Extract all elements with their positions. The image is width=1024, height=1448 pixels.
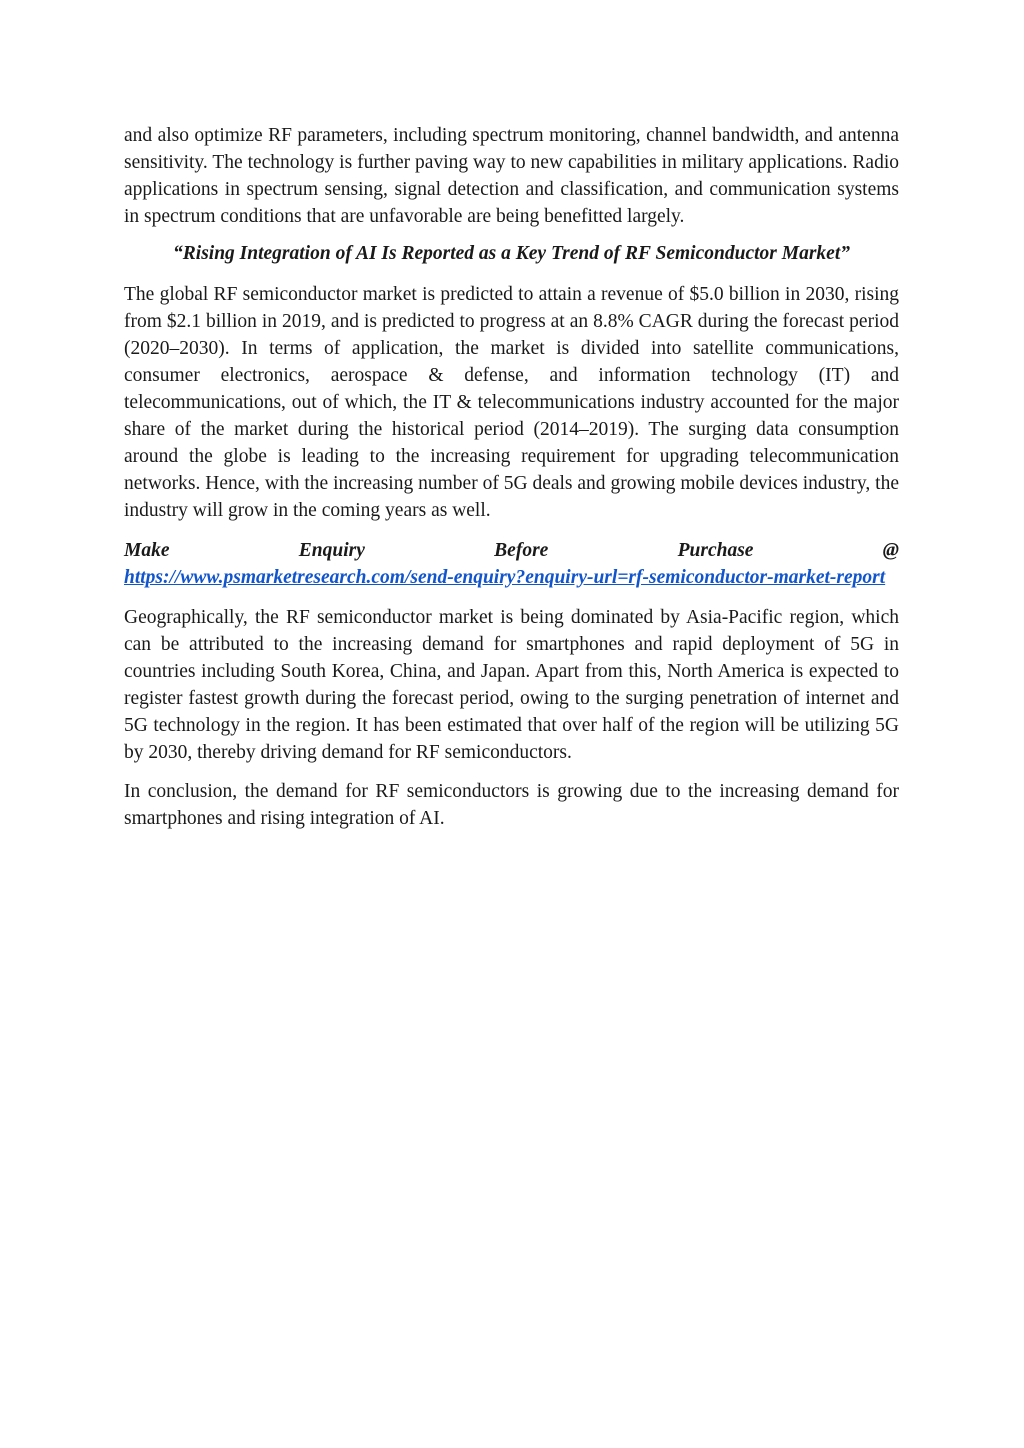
- paragraph-conclusion: In conclusion, the demand for RF semiconductors is growing due to the increasing demand for smartphones and rising integration of AI.: [124, 781, 899, 829]
- enquiry-link-line: [124, 564, 899, 591]
- enquiry-word-before: Before: [494, 540, 549, 561]
- enquiry-word-enquiry: Enquiry: [298, 540, 365, 561]
- paragraph-market-overview: The global RF semiconductor market is predicted to attain a revenue of $5.0 billion in 2030, rising from $2.1 billion in 2019, and is predicted to progress at an 8.8% CAGR during the forecast period (2020–2030). In terms of application, the market is divided into satellite communications, consumer electronics, aerospace & defense, and information technology (IT) and telecommunications, out of which, the IT & telecommunications industry accounted for the major share of the market during the historical period (2014–2019). The surging data consumption around the globe is leading to the increasing requirement for upgrading telecommunication networks. Hence, with the increasing number of 5G deals and growing mobile devices industry, the industry will grow in the coming years as well.: [124, 284, 899, 521]
- document-page: [124, 122, 899, 832]
- enquiry-word-purchase: Purchase: [677, 540, 754, 561]
- paragraph-intro: and also optimize RF parameters, including spectrum monitoring, channel bandwidth, and antenna sensitivity. The technology is further paving way to new capabilities in military applications. Radio applications in spectrum sensing, signal detection and classification, and communication systems in spectrum conditions that are unfavorable are being benefitted largely.: [124, 125, 899, 227]
- enquiry-block: [124, 537, 899, 591]
- paragraph-geography: Geographically, the RF semiconductor market is being dominated by Asia-Pacific region, which can be attributed to the increasing demand for smartphones and rapid deployment of 5G in countries including South Korea, China, and Japan. Apart from this, North America is expected to register fastest growth during the forecast period, owing to the surging penetration of internet and 5G technology in the region. It has been estimated that over half of the region will be utilizing 5G by 2030, thereby driving demand for RF semiconductors.: [124, 607, 899, 763]
- enquiry-word-make: Make: [124, 540, 170, 561]
- section-heading: “Rising Integration of AI Is Reported as a Key Trend of RF Semiconductor Market”: [173, 243, 850, 264]
- enquiry-word-at: @: [882, 540, 899, 561]
- enquiry-link[interactable]: https://www.psmarketresearch.com/send-enquiry?enquiry-url=rf-semiconductor-market-report: [124, 567, 886, 588]
- enquiry-line: [124, 537, 899, 564]
